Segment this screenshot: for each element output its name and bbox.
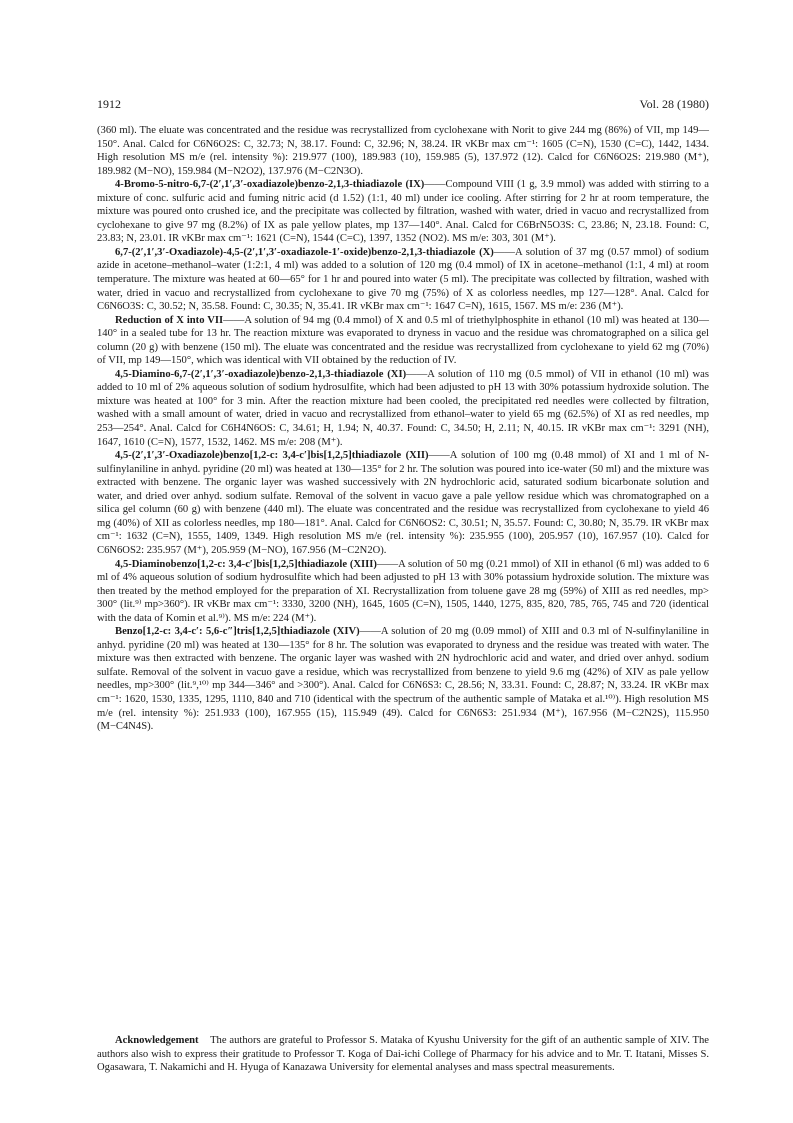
acknowledgement-section	[97, 1034, 709, 1075]
page-number: 1912	[97, 97, 121, 111]
compound-ix-text: ——Compound VIII (1 g, 3.9 mmol) was added with stirring to a mixture of conc. sulfuric acid and fuming nitric acid (d 1.52) (1:1, 40 ml) under ice cooling. After stirring for 2 hr at room temperature, the mixture was poured onto crushed ice, and the precipitate was collected by filtration, washed with water, dried in vacuo and recrystallized from cyclohexane to give 97 mg (8.2%) of IX as pale yellow plates, mp 137—140°. Anal. Calcd for C6BrN5O3S: C, 23.86; N, 23.18. Found: C, 23.83; N, 23.01. IR νKBr max cm⁻¹: 1621 (C=N), 1544 (C=C), 1397, 1352 (NO2). MS m/e: 303, 301 (M⁺).	[97, 179, 709, 245]
paragraph-compound-xi	[97, 368, 709, 449]
page-header	[97, 97, 709, 113]
experimental-section	[97, 124, 709, 734]
compound-xii-text: ——A solution of 100 mg (0.48 mmol) of XI and 1 ml of N-sulfinylaniline in anhyd. pyridine (20 ml) was heated at 130—135° for 2 hr. The solution was poured into ice-water (50 ml) and the mixture was extracted with benzene. The organic layer was washed successively with 2N hydrochloric acid, saturated sodium bicarbonate solution and water, and dried over anhyd. sodium sulfate. Removal of the solvent in vacuo gave a pale yellow residue which was chromatographed on a silica gel column (60 g) with benzene (440 ml). The eluate was concentrated and the residue was recrystallized from cyclohexane to yield 46 mg (40%) of XII as colorless needles, mp 180—181°. Anal. Calcd for C6N6OS2: C, 30.51; N, 35.57. Found: C, 30.80; N, 35.79. IR νKBr max cm⁻¹: 1632 (C=N), 1555, 1409, 1349. High resolution MS m/e (rel. intensity %): 235.955 (100), 205.957 (10), 167.957 (10). Calcd for C6N6OS2: 235.957 (M⁺), 205.959 (M−NO), 167.956 (M−C2N2O).	[97, 450, 709, 556]
reduction-x-text: ——A solution of 94 mg (0.4 mmol) of X and 0.5 ml of triethylphosphite in ethanol (10 ml) was heated at 130—140° in a sealed tube for 13 hr. The reaction mixture was evaporated to dryness in vacuo and the residue was chromatographed on a silica gel column (20 g) with benzene (150 ml). The eluate was concentrated and the residue was recrystallized from cyclohexane to yield 62 mg (70%) of VII, mp 149—150°, which was identical with VII obtained by the reduction of IV.	[97, 314, 709, 367]
compound-xi-title: 4,5-Diamino-6,7-(2′,1′,3′-oxadiazole)benzo-2,1,3-thiadiazole (XI)	[115, 368, 407, 380]
journal-volume: Vol. 28 (1980)	[639, 97, 709, 111]
paragraph-compound-xiv	[97, 625, 709, 733]
paragraph-compound-x	[97, 246, 709, 314]
compound-ix-title: 4-Bromo-5-nitro-6,7-(2′,1′,3′-oxadiazole)benzo-2,1,3-thiadiazole (IX)	[115, 179, 425, 191]
compound-xiii-title: 4,5-Diaminobenzo[1,2-c: 3,4-c′]bis[1,2,5]thiadiazole (XIII)	[115, 558, 377, 570]
paragraph-compound-ix	[97, 178, 709, 246]
paragraph-vii-continuation: (360 ml). The eluate was concentrated and the residue was recrystallized from cyclohexane with Norit to give 244 mg (86%) of VII, mp 149—150°. Anal. Calcd for C6N6O2S: C, 32.73; N, 38.17. Found: C, 32.96; N, 38.24. IR νKBr max cm⁻¹: 1605 (C=N), 1530 (C=C), 1442, 1434. High resolution MS m/e (rel. intensity %): 219.977 (100), 189.983 (10), 159.985 (5), 137.972 (12). Calcd for C6N6O2S: 219.980 (M⁺), 189.982 (M−NO), 159.984 (M−N2O2), 137.976 (M−C2N3O).	[97, 125, 709, 177]
acknowledgement-paragraph	[97, 1034, 709, 1075]
paragraph-compound-xii	[97, 449, 709, 557]
paragraph-compound-xiii	[97, 558, 709, 626]
paragraph-reduction-x	[97, 314, 709, 368]
acknowledgement-heading: Acknowledgement	[115, 1035, 199, 1046]
compound-xi-text: ——A solution of 110 mg (0.5 mmol) of VII in ethanol (10 ml) was added to 10 ml of 2% aqueous solution of sodium hydrosulfite, which had been adjusted to pH 13 with 30% potassium hydroxide solution. The mixture was heated at 100° for 3 min. After the reaction mixture had been cooled, the precipitated red needles were collected by filtration, washed with a small amount of water, dried in vacuo and recrystallized from ethanol–water to yield 65 mg (62.5%) of XI as red needles, mp 253—254°. Anal. Calcd for C6H4N6OS: C, 34.61; H, 1.94; N, 40.37. Found: C, 34.50; H, 2.11; N, 40.15. IR νKBr max cm⁻¹: 3291 (NH), 1647, 1610 (C=N), 1577, 1532, 1462. MS m/e: 208 (M⁺).	[97, 368, 709, 448]
compound-x-title: 6,7-(2′,1′,3′-Oxadiazole)-4,5-(2′,1′,3′-oxadiazole-1′-oxide)benzo-2,1,3-thiadiazole (X)	[115, 246, 494, 258]
compound-xii-title: 4,5-(2′,1′,3′-Oxadiazole)benzo[1,2-c: 3,4-c′]bis[1,2,5]thiadiazole (XII)	[115, 450, 429, 462]
compound-xiv-title: Benzo[1,2-c: 3,4-c′: 5,6-c″]tris[1,2,5]thiadiazole (XIV)	[115, 626, 360, 638]
compound-x-text: ——A solution of 37 mg (0.57 mmol) of sodium azide in acetone–methanol–water (1:2:1, 4 ml) was added to a solution of 120 mg (0.4 mmol) of IX in acetone–methanol (1:1, 4 ml) at room temperature. The mixture was heated at 60—65° for 1 hr and poured into water (5 ml). The precipitate was collected by filtration, washed with water, dried in vacuo and recrystallized from cyclohexane to give 70 mg (75%) of X as colorless needles, mp 127—128°. Anal. Calcd for C6N6O3S: C, 30.52; N, 35.58. Found: C, 30.35; N, 35.41. IR νKBr max cm⁻¹: 1647 C=N), 1615, 1567. MS m/e: 236 (M⁺).	[97, 246, 710, 313]
compound-xiv-text: ——A solution of 20 mg (0.09 mmol) of XIII and 0.3 ml of N-sulfinylaniline in anhyd. pyridine (20 ml) was heated at 130—135° for 8 hr. The solution was evaporated to dryness and the residue was treated with water. The mixture was then extracted with benzene. The organic layer was washed with 2N hydrochloric acid and water, and dried over anhyd. sodium sulfate. Removal of the solvent in vacuo gave a residue, which was recrystallized from benzene to yield 9.6 mg (42%) of XIV as pale yellow needles, mp>300° (lit.⁹,¹⁰⁾ mp 344—346° and >300°). Anal. Calcd for C6N6S3: C, 28.56; N, 33.31. Found: C, 28.87; N, 33.24. IR νKBr max cm⁻¹: 1620, 1530, 1335, 1295, 1110, 840 and 710 (identical with the spectrum of the authentic sample of Mataka et al.¹⁰⁾). High resolution MS m/e (rel. intensity %): 251.933 (100), 167.955 (15), 115.949 (49). Calcd for C6N6S3: 251.934 (M⁺), 167.956 (M−C2N2S), 115.950 (M−C4N4S).	[97, 626, 709, 733]
compound-xiii-text: ——A solution of 50 mg (0.21 mmol) of XII in ethanol (6 ml) was added to 6 ml of 4% aqueous solution of sodium hydrosulfite which had been adjusted to pH 13 with 30% potassium hydroxide solution. The mixture was then treated by the method employed for the preparation of XI. Recrystallization from toluene gave 28 mg (59%) of XIII as red needles, mp> 300° (lit.⁹⁾ mp>360°). IR νKBr max cm⁻¹: 3330, 3200 (NH), 1645, 1605 (C=N), 1505, 1440, 1275, 835, 820, 785, 765, 745 and 720 (identical with the data of Komin et al.⁹⁾). MS m/e: 224 (M⁺).	[97, 558, 709, 624]
reduction-x-title: Reduction of X into VII	[115, 314, 224, 326]
acknowledgement-text: The authors are grateful to Professor S. Mataka of Kyushu University for the gift of an authentic sample of XIV. The authors also wish to express their gratitude to Professor T. Koga of Dai-ichi College of Pharmacy for his advice and to Mr. T. Itatani, Misses S. Ogasawara, T. Nakamichi and H. Hyuga of Kanazawa University for elemental analyses and mass spectral measurements.	[97, 1035, 710, 1074]
